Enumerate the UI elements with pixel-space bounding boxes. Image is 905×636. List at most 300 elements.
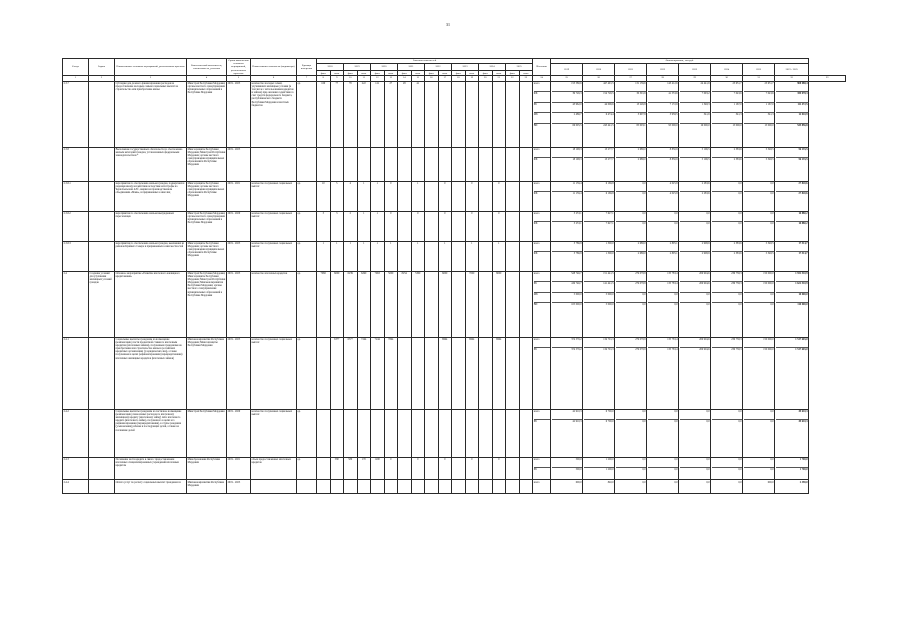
indicator-value [506, 147, 520, 181]
row-event: Погашение части кредита в связи с предоставлением ипотечных специализированных учреждений ипотечным кредитом [115, 457, 187, 480]
indicator-value [330, 147, 344, 181]
financing-cell [583, 81, 615, 147]
financing-value: 17 514,7 [776, 242, 808, 253]
financing-cell [711, 81, 743, 147]
row-period: 2019 - 2020 [227, 211, 251, 241]
financing-value: 419 746,7 [552, 282, 582, 293]
indicator-value [371, 147, 385, 181]
table-row [63, 337, 846, 409]
financing-value: 5 348,5 [744, 148, 774, 159]
header-indicator-name: Наименование показателя (индикатора) [251, 59, 297, 76]
financing-value: 2 390,0 [799, 480, 808, 484]
indicator-value: 1 [384, 241, 398, 271]
indicator-value [371, 480, 385, 494]
financing-cell [551, 409, 583, 457]
column-number: 21 [492, 76, 506, 82]
financing-value: 0,0 [738, 192, 742, 196]
financing-value: 24 441,9 [680, 82, 710, 93]
indicator-value [479, 409, 493, 457]
source-label: РБ [533, 348, 537, 352]
row-executor: Минстрой Республики Мордовия; органы местного самоуправления муниципальных образований в Республике Мордовия [187, 81, 227, 147]
financing-value: 4 025,8 [648, 182, 678, 193]
indicator-value [317, 147, 331, 181]
row-executor: Минсоцзащиты Республики Мордовия; органы местного самоуправления муниципальных образований в Республике Мордовия [187, 181, 227, 211]
source-label: РБ [534, 103, 550, 114]
column-number: 23 [519, 76, 533, 82]
header-status: Статус [63, 59, 89, 76]
financing-value: 111 472,5 [776, 103, 808, 114]
indicator-value [452, 81, 466, 147]
financing-value: 0,0 [738, 480, 742, 484]
indicator-value [425, 337, 439, 409]
financing-value: 236 738,3 [731, 348, 742, 352]
ind-subheader: факт [398, 71, 412, 76]
financing-cell [647, 480, 679, 494]
financing-value: 0,0 [712, 212, 742, 223]
source-label: ВИ [533, 303, 538, 307]
financing-cell [551, 457, 583, 480]
indicator-value [492, 147, 506, 181]
table-body [63, 59, 846, 494]
financing-cell [615, 81, 647, 147]
row-period: 2019 - 2020 [227, 409, 251, 457]
financing-value: 10 880,2 [776, 212, 808, 223]
financing-value: 13 226,8 [616, 103, 646, 114]
financing-value: 236 738,3 [712, 272, 742, 283]
financing-cell [647, 271, 679, 337]
indicator-value [479, 480, 493, 494]
financing-cell [615, 241, 647, 271]
indicator-value [519, 480, 533, 494]
indicator-value: 77 [330, 81, 344, 147]
column-number: 25 [551, 76, 583, 82]
program-table [62, 58, 846, 494]
financing-value: 8 830,9 [648, 148, 678, 159]
financing-value: 7 093,2 [680, 92, 710, 103]
column-number: 13 [384, 76, 398, 82]
financing-value: 0,0 [712, 293, 742, 304]
indicator-value [425, 147, 439, 181]
column-number: 22 [506, 76, 520, 82]
row-period: 2019 - 2021 [227, 457, 251, 480]
row-executor: Минэкономразвития Республики Мордовия [187, 480, 227, 494]
row-indicator: количество полученных социальных выплат [251, 409, 297, 457]
fin-year: 2022 [647, 63, 679, 75]
financing-cell [647, 457, 679, 480]
row-status: 2.4 [63, 271, 89, 337]
indicator-value [492, 409, 506, 457]
source-label: МБ [534, 293, 550, 304]
row-indicator: количество ипотечных кредитов [251, 271, 297, 337]
indicator-value: 7000 [465, 271, 479, 337]
financing-value: 134 701,3 [603, 348, 614, 352]
financing-value: 0,0 [642, 420, 646, 424]
source-label: всего [534, 148, 550, 159]
indicator-value: 1 [411, 181, 425, 211]
fin-year: 2021 [615, 63, 647, 75]
financing-cell [583, 241, 615, 271]
financing-value: 13 277,7 [604, 158, 614, 162]
financing-value: 17 514,7 [798, 252, 808, 256]
financing-value: 10 000,0 [776, 293, 808, 304]
indicator-value: 6239 [344, 271, 358, 337]
row-source [533, 457, 551, 480]
financing-value: 0,0 [674, 303, 678, 307]
financing-value: 5 000,0 [584, 293, 614, 304]
indicator-value [519, 457, 533, 480]
indicator-value [317, 457, 331, 480]
financing-value: 1 348,3 [680, 103, 710, 114]
indicator-value [506, 81, 520, 147]
financing-cell [551, 211, 583, 241]
fin-year: 2020 [583, 63, 615, 75]
row-task [89, 241, 115, 271]
row-event: Выполнение государственных обязательств по обеспечению жильем категорий граждан, установленных федеральным законодательством * [115, 147, 187, 181]
indicator-value [519, 211, 533, 241]
financing-cell [647, 211, 679, 241]
row-event: Социальные выплаты гражданам на частичное возмещение (компенсацию) понесенных расходов по ипотечному жилищному кредиту (ипотечному займу) либо ипотечного кредита (ипотечного займа), полученного в целях его рефинансирования (перекредитования), в случае рождения (усыновления) ребенка и последующих детей, а также на погашение долей [115, 409, 187, 457]
financing-value: 2 383,6 [712, 148, 742, 159]
financing-cell [775, 81, 809, 147]
row-status: 2.3.7 [63, 81, 89, 147]
source-label: РБ [533, 420, 537, 424]
financing-value: 110 000,0 [797, 303, 808, 307]
fin-year: 2024 [711, 63, 743, 75]
indicator-value: 0 [465, 181, 479, 211]
indicator-value: 1 [344, 241, 358, 271]
indicator-value: 5300 [411, 271, 425, 337]
financing-value: 5 348,5 [765, 252, 774, 256]
column-number: 29 [679, 76, 711, 82]
financing-value: 16 000,0 [700, 123, 710, 127]
column-number: 9 [330, 76, 344, 82]
row-period: 2019 - 2025 [227, 271, 251, 337]
row-indicator: количество полученных социальных выплат [251, 337, 297, 409]
financing-value: 447 491,5 [584, 82, 614, 93]
indicator-value: 2 [344, 211, 358, 241]
financing-value: 1 517 665,0 [795, 348, 808, 352]
indicator-value: 10 [317, 181, 331, 211]
financing-cell [615, 457, 647, 480]
indicator-value [438, 409, 452, 457]
financing-value: 141 441,5 [584, 282, 614, 293]
row-source [533, 271, 551, 337]
financing-value: 0,0 [712, 410, 742, 421]
financing-value: 0,0 [616, 410, 646, 421]
financing-value: 374 576,2 [552, 338, 582, 349]
source-label: ФБ [533, 252, 538, 256]
row-indicator [251, 147, 297, 181]
financing-cell [775, 457, 809, 480]
financing-value: 0,0 [642, 480, 646, 484]
financing-value: 0,0 [642, 303, 646, 307]
financing-cell [583, 480, 615, 494]
financing-cell [743, 409, 775, 457]
financing-value: 2 383,6 [733, 252, 742, 256]
financing-value: 0,0 [738, 303, 742, 307]
indicator-value [425, 181, 439, 211]
indicator-value [519, 241, 533, 271]
page-number: 31 [446, 22, 450, 27]
financing-cell [551, 241, 583, 271]
financing-value: 0,0 [744, 212, 774, 223]
financing-cell [679, 337, 711, 409]
indicator-value: 0 [384, 457, 398, 480]
financing-value: 2 805,1 [648, 242, 678, 253]
financing-value: 374 576,2 [571, 348, 582, 352]
row-source [533, 480, 551, 494]
financing-value: 4 025,8 [669, 192, 678, 196]
indicator-value: 1 [371, 241, 385, 271]
financing-value: 42 910,3 [572, 420, 582, 424]
financing-value: 5 348,5 [765, 158, 774, 162]
table-row [63, 480, 846, 494]
indicator-value: 580 [330, 457, 344, 480]
ind-subheader: план [465, 71, 479, 76]
indicator-value [465, 409, 479, 457]
table-row [63, 457, 846, 480]
indicator-value [330, 409, 344, 457]
row-indicator [251, 480, 297, 494]
financing-value: 11 159,4 [552, 182, 582, 193]
ind-subheader: план [357, 71, 371, 76]
indicator-value [425, 457, 439, 480]
indicator-value: 1 [411, 241, 425, 271]
ind-year: 2020 [371, 63, 398, 71]
ind-subheader: факт [479, 71, 493, 76]
column-number: 4 [187, 76, 227, 82]
financing-cell [711, 409, 743, 457]
header-unit: Единица измерения [297, 59, 317, 76]
header-financing: Финансирование, тыс.руб. [551, 59, 809, 64]
indicator-value [344, 480, 358, 494]
financing-value: 1 621 510,9 [776, 282, 808, 293]
financing-cell [647, 147, 679, 181]
table-row [63, 181, 846, 211]
financing-value: 0,0 [674, 480, 678, 484]
row-unit: ед. [297, 271, 317, 337]
row-event: мероприятия по обеспечению жильем граждан, выехавших из районов Крайнего Севера и приравненных к ним местностей [115, 241, 187, 271]
financing-value: 0,0 [738, 222, 742, 226]
ind-year: 2024 [479, 63, 506, 71]
financing-value: 105 000,0 [571, 303, 582, 307]
indicator-value [330, 480, 344, 494]
source-label: всего [533, 480, 540, 484]
financing-cell [743, 271, 775, 337]
indicator-value: 1 [317, 241, 331, 271]
financing-value: 359 078,3 [776, 92, 808, 103]
indicator-value [425, 409, 439, 457]
financing-value: 1 200,0 [584, 458, 614, 469]
financing-value: 150 000,0 [744, 272, 774, 283]
row-unit [297, 147, 317, 181]
row-indicator: количество полученных социальных выплат [251, 181, 297, 211]
row-task [89, 480, 115, 494]
financing-value: 206 904,6 [699, 348, 710, 352]
indicator-value: 6377 [330, 337, 344, 409]
row-unit: ед. [297, 181, 317, 211]
financing-value: 150 000,0 [744, 338, 774, 349]
ind-year: 2019 [344, 63, 371, 71]
column-number: 27 [615, 76, 647, 82]
row-status: 2.3.8 [63, 147, 89, 181]
source-label: всего [534, 338, 550, 349]
financing-value: 341,9 [680, 113, 710, 124]
header-event-name: Наименование основных мероприятий, региональных проектов [115, 59, 187, 76]
source-label: РБ [534, 282, 550, 293]
indicator-value [452, 337, 466, 409]
indicator-value [506, 457, 520, 480]
row-period: 2019 - 2025 [227, 147, 251, 181]
financing-cell [551, 480, 583, 494]
financing-value: 0,0 [706, 303, 710, 307]
financing-value: 0,0 [744, 293, 774, 304]
financing-value: 1 300,0 [584, 242, 614, 253]
row-unit: ед. [297, 81, 317, 147]
fin-year: 2019 [551, 63, 583, 75]
row-unit: ед. [297, 337, 317, 409]
source-label: ВИ [533, 123, 538, 127]
financing-value: 0,0 [642, 468, 646, 472]
indicator-value [344, 409, 358, 457]
source-label: всего [534, 272, 550, 283]
indicator-value: 6994 [465, 337, 479, 409]
column-number: 32 [775, 76, 809, 82]
financing-value: 42 910,3 [552, 410, 582, 421]
financing-value: 8 830,9 [669, 158, 678, 162]
column-number: 2 [89, 76, 115, 82]
column-number: 11 [357, 76, 371, 82]
source-label: ФБ [533, 192, 538, 196]
indicator-value [384, 480, 398, 494]
row-period: 2019 - 2025 [227, 480, 251, 494]
financing-value: 2 688,0 [637, 252, 646, 256]
indicator-value: 1 [438, 241, 452, 271]
ind-subheader: факт [371, 71, 385, 76]
ind-subheader: план [519, 71, 533, 76]
indicator-value [317, 409, 331, 457]
financing-value: 1 517 665,0 [776, 338, 808, 349]
financing-cell [711, 480, 743, 494]
financing-value: 0,0 [744, 458, 774, 469]
financing-value: 0,0 [712, 458, 742, 469]
indicator-value [519, 271, 533, 337]
financing-cell [743, 181, 775, 211]
financing-value: 0,0 [616, 212, 646, 223]
indicator-value [479, 271, 493, 337]
financing-value: 7 043,6 [744, 92, 774, 103]
ind-subheader: план [384, 71, 398, 76]
indicator-value [519, 409, 533, 457]
indicator-value [398, 211, 412, 241]
ind-subheader: факт [506, 71, 520, 76]
source-label: ФБ [533, 158, 538, 162]
financing-value: 143 412,6 [648, 82, 678, 93]
ind-year: 2018 [317, 63, 344, 71]
indicator-value [452, 241, 466, 271]
indicator-value [479, 147, 493, 181]
indicator-value [317, 480, 331, 494]
financing-value: 18 198,3 [552, 148, 582, 159]
financing-value: 49 610,3 [798, 420, 808, 424]
financing-cell [679, 147, 711, 181]
financing-cell [551, 147, 583, 181]
column-number: 10 [344, 76, 358, 82]
financing-value: 279 078,8 [635, 348, 646, 352]
indicator-value: 160 [317, 81, 331, 147]
financing-value: 150 000,0 [744, 282, 774, 293]
financing-cell [711, 211, 743, 241]
financing-value: 0,0 [680, 458, 710, 469]
financing-value: 0,0 [680, 410, 710, 421]
column-number: 28 [647, 76, 679, 82]
row-task [89, 81, 115, 147]
indicator-value [519, 337, 533, 409]
financing-value: 0,0 [648, 458, 678, 469]
indicator-value: 0 [492, 181, 506, 211]
indicator-value: 1 [371, 181, 385, 211]
financing-value: 0,0 [648, 212, 678, 223]
column-number: 18 [452, 76, 466, 82]
financing-value: 0,0 [706, 468, 710, 472]
indicator-value [479, 457, 493, 480]
financing-value: 154 726,5 [584, 92, 614, 103]
row-source [533, 337, 551, 409]
row-source [533, 211, 551, 241]
source-label: РБ [533, 468, 537, 472]
financing-cell [711, 271, 743, 337]
indicator-value [425, 211, 439, 241]
financing-value: 2 283,6 [680, 182, 710, 193]
financing-value: 18 198,3 [572, 158, 582, 162]
row-unit: ед. [297, 409, 317, 457]
financing-value: 2 688,0 [616, 148, 646, 159]
financing-value: 0,0 [770, 303, 774, 307]
indicator-value [371, 409, 385, 457]
column-number: 7 [297, 76, 317, 82]
indicator-value: 0 [411, 211, 425, 241]
financing-value: 279 078,8 [616, 282, 646, 293]
source-label: МБ [534, 113, 550, 124]
row-status: 2.4.2 [63, 409, 89, 457]
financing-value: 2 908,9 [680, 242, 710, 253]
financing-value: 2 383,6 [712, 242, 742, 253]
indicator-value [411, 409, 425, 457]
row-status: 2.4.3 [63, 457, 89, 480]
indicator-value [506, 181, 520, 211]
financing-value: 131 139,6 [616, 82, 646, 93]
row-indicator: количество полученных социальных выплат [251, 211, 297, 241]
financing-value: 95 000,0 [668, 123, 678, 127]
indicator-value: 5000 [384, 271, 398, 337]
row-executor: Минобразования Республики Мордовия [187, 457, 227, 480]
financing-value: 49 610,3 [776, 410, 808, 421]
row-event: Оплата услуг по расчету социальных выплат гражданам по [115, 480, 187, 494]
indicator-value: 27 [384, 81, 398, 147]
financing-value: 0,0 [738, 420, 742, 424]
financing-value: 134 701,3 [584, 338, 614, 349]
indicator-value: 121 [371, 81, 385, 147]
financing-value: 27 820,6 [798, 192, 808, 196]
column-number: 5 [227, 76, 251, 82]
financing-value: 3 253,1 [573, 222, 582, 226]
indicator-value: 7244 [371, 337, 385, 409]
financing-cell [775, 409, 809, 457]
financing-value: 500,0 [552, 458, 582, 469]
financing-cell [775, 147, 809, 181]
table-row [63, 211, 846, 241]
indicator-value [519, 147, 533, 181]
